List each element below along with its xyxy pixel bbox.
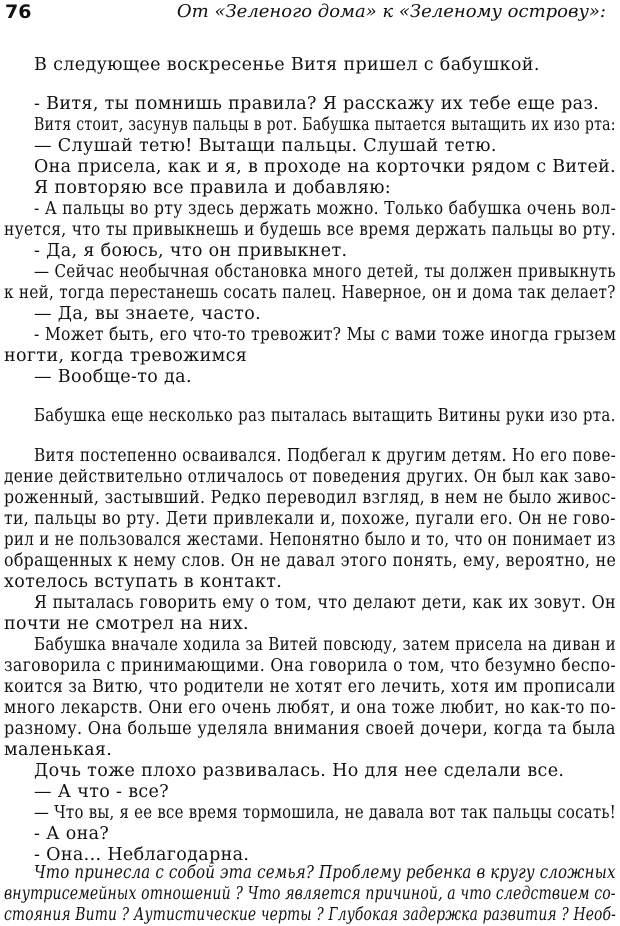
text-line: ти, пальцы во рту. Дети привлекали и, похоже, пугали его. Он не гово- xyxy=(4,509,616,529)
text-line: к ней, тогда перестанешь сосать палец. Наверное, он и дома так делает? xyxy=(4,283,616,303)
text-line: рил и не пользовался жестами. Непонятно было и то, что он понимает из xyxy=(4,530,616,550)
text-line: Она присела, как и я, в проходе на корточки рядом с Витей. xyxy=(34,157,617,177)
text-line: - А пальцы во рту здесь держать можно. Только бабушка очень вол- xyxy=(34,199,617,219)
text-line: маленькая. xyxy=(4,740,113,760)
text-line: почти не смотрел на них. xyxy=(4,614,249,634)
text-line: внутрисемейных отношений ? Что является причиной, а что следствием со- xyxy=(4,884,616,904)
text-line: коится за Витю, что родители не хотят его лечить, хотя им прописали xyxy=(4,677,616,697)
text-line: — Что вы, я ее все время тормошила, не давала вот так пальцы сосать! xyxy=(34,803,617,823)
text-line: Витя постепенно осваивался. Подбегал к другим детям. Но его пове- xyxy=(34,446,617,466)
running-head: От «Зеленого дома» к «Зеленому острову»: xyxy=(176,1,606,22)
text-line: — А что - все? xyxy=(34,782,169,802)
text-line: — Да, вы знаете, часто. xyxy=(34,304,261,324)
text-line: - Да, я боюсь, что он привыкнет. xyxy=(34,241,348,261)
text-line: - Она... Неблагодарна. xyxy=(34,845,250,865)
text-line: Бабушка еще несколько раз пыталась вытащить Витины руки изо рта. xyxy=(34,406,616,426)
text-line: В следующее воскресенье Витя пришел с бабушкой. xyxy=(34,55,540,75)
text-line: дение действительно отличалось от поведения других. Он был как заво- xyxy=(4,467,617,487)
text-line: заговорила с принимающими. Она говорила о том, что безумно беспо- xyxy=(4,656,617,676)
text-line: - Может быть, его что-то тревожит? Мы с вами тоже иногда грызем xyxy=(34,325,617,345)
text-line: - А она? xyxy=(34,824,110,844)
text-line: ногти, когда тревожимся xyxy=(4,346,248,366)
text-line: Я пыталась говорить ему о том, что делают дети, как их зовут. Он xyxy=(34,593,616,613)
text-line: роженный, застывший. Редко переводил взгляд, в нем не было живос- xyxy=(4,488,617,508)
text-line: обращенных к нему слов. Он не давал этого понять, ему, вероятно, не xyxy=(4,551,617,571)
text-line: много лекарств. Они его очень любят, и она тоже любит, но как-то по- xyxy=(4,698,617,718)
text-line: хотелось вступать в контакт. xyxy=(4,572,283,592)
text-line: - Витя, ты помнишь правила? Я расскажу их тебе еще раз. xyxy=(34,94,600,114)
text-line: — Сейчас необычная обстановка много детей, ты должен привыкнуть xyxy=(34,262,616,282)
text-line: стояния Вити ? Аутистические черты ? Глубокая задержка развития ? Необ- xyxy=(4,905,617,925)
text-line: разному. Она больше уделяла внимания своей дочери, когда та была xyxy=(4,719,616,739)
text-line: Бабушка вначале ходила за Витей повсюду, затем присела на диван и xyxy=(34,635,616,655)
text-line: Я повторяю все правила и добавляю: xyxy=(34,178,392,198)
text-line: Что принесла с собой эта семья? Проблему ребенка в кругу сложных xyxy=(34,863,616,883)
text-line: — Слушай тетю! Вытащи пальцы. Слушай тетю. xyxy=(34,136,497,156)
page-number: 76 xyxy=(5,1,32,23)
text-line: Витя стоит, засунув пальцы в рот. Бабушка пытается вытащить их изо рта: xyxy=(34,115,616,135)
text-line: нуется, что ты привыкнешь и будешь все время держать пальцы во рту. xyxy=(4,220,617,240)
text-line: — Вообще-то да. xyxy=(34,367,192,387)
text-line: Дочь тоже плохо развивалась. Но для нее сделали все. xyxy=(34,761,565,781)
